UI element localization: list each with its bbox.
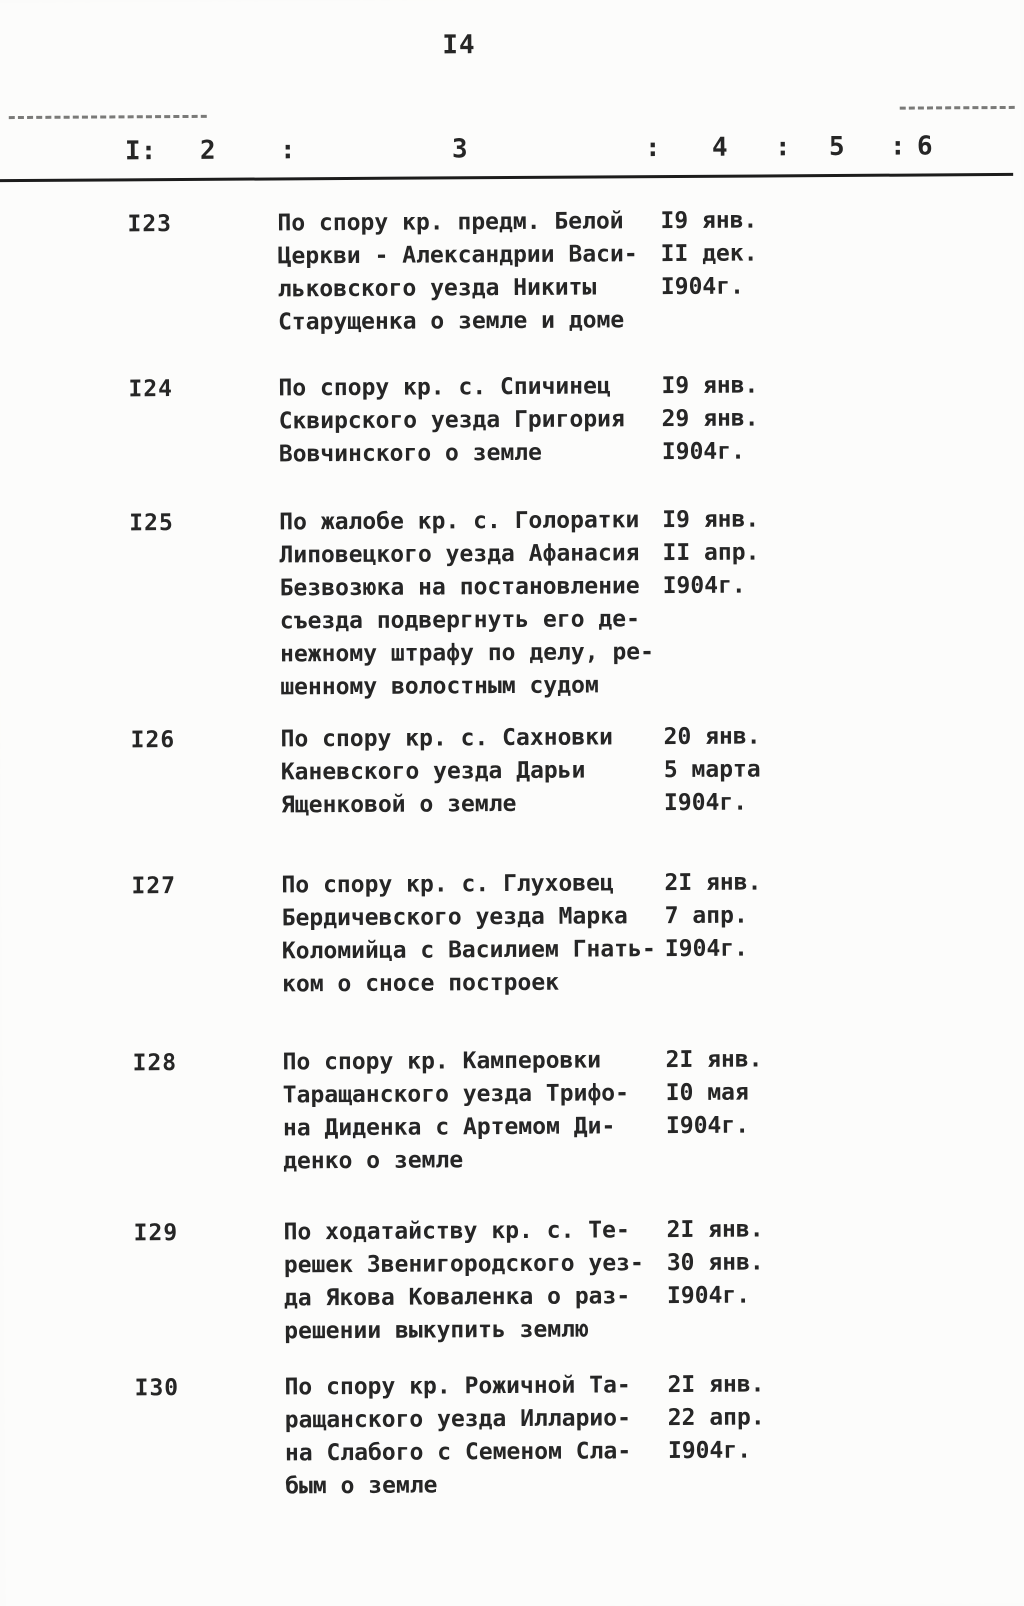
header-cell-1: I: (124, 136, 157, 167)
header-cell-4: 4 (711, 132, 728, 163)
entry-dates: 2I янв. 7 апр. I904г. (664, 869, 762, 963)
entry-description: По ходатайству кр. с. Те- решек Звенигородского уез- да Якова Коваленка о раз- решении выкупить землю (283, 1217, 644, 1345)
entry-dates: I9 янв. 29 янв. I904г. (661, 372, 759, 466)
entry-description: По спору кр. предм. Белой Церкви - Александрии Васи- льковского уезда Никиты Старущенка о земле и доме (277, 208, 638, 336)
table-row (2, 1042, 1024, 1175)
page-number: I4 (442, 30, 476, 61)
entry-number: I24 (128, 376, 174, 403)
table-row (0, 502, 1023, 701)
entry-description: По спору кр. с. Спичинец Сквирского уезда Григория Вовчинского о земле (278, 373, 625, 468)
entry-description: По жалобе кр. с. Голоратки Липовецкого уезда Афанасия Безвозюка на постановление съезда подвергнуть его де- нежному штрафу по делу, ре- шенному волостным судом (279, 507, 655, 701)
entry-number: I23 (127, 211, 173, 238)
header-cell-5: 5 (828, 131, 845, 163)
table-row (0, 719, 1024, 819)
entry-number: I28 (132, 1050, 178, 1077)
entry-dates: 2I янв. I0 мая I904г. (665, 1046, 763, 1140)
header-cell-separator: : (279, 135, 296, 166)
entry-description: По спору кр. с. Сахновки Каневского уезда Дарьи Ященковой о земле (280, 724, 614, 819)
table-row (4, 1212, 1024, 1345)
table-row (0, 368, 1022, 468)
entry-description: По спору кр. с. Глуховец Бердичевского уезда Марка Коломийца с Василием Гнать- ком о сносе построек (281, 870, 656, 998)
entry-description: По спору кр. Камперовки Таращанского уезда Трифо- на Диденка с Артемом Ди- денко о земле (282, 1047, 630, 1175)
entry-number: I25 (129, 510, 174, 537)
table-row (1, 865, 1024, 998)
table-row (0, 203, 1021, 336)
header-cell-separator: : (644, 133, 661, 164)
entry-dates: 20 янв. 5 марта I904г. (663, 723, 761, 817)
entry-number: I26 (130, 727, 176, 754)
header-cell-3: 3 (451, 134, 468, 165)
entry-dates: 2I янв. 30 янв. I904г. (666, 1216, 764, 1310)
entry-dates: 2I янв. 22 апр. I904г. (667, 1371, 765, 1465)
header-cell-2: 2 (199, 135, 216, 166)
entry-dates: I9 янв. II дек. I904г. (660, 207, 758, 301)
header-cell-separator: : (774, 132, 791, 163)
table-row (4, 1367, 1024, 1500)
entry-number: I29 (133, 1220, 179, 1247)
entry-number: I30 (134, 1375, 180, 1402)
header-cell-separator: : (889, 131, 906, 162)
header-cell-6: 6 (916, 131, 933, 162)
entry-dates: I9 янв. II апр. I904г. (662, 506, 760, 600)
entry-description: По спору кр. Рожичной Та- ращанского уезда Илларио- на Слабого с Семеном Сла- бым о земле (284, 1372, 632, 1500)
entry-number: I27 (131, 873, 177, 900)
